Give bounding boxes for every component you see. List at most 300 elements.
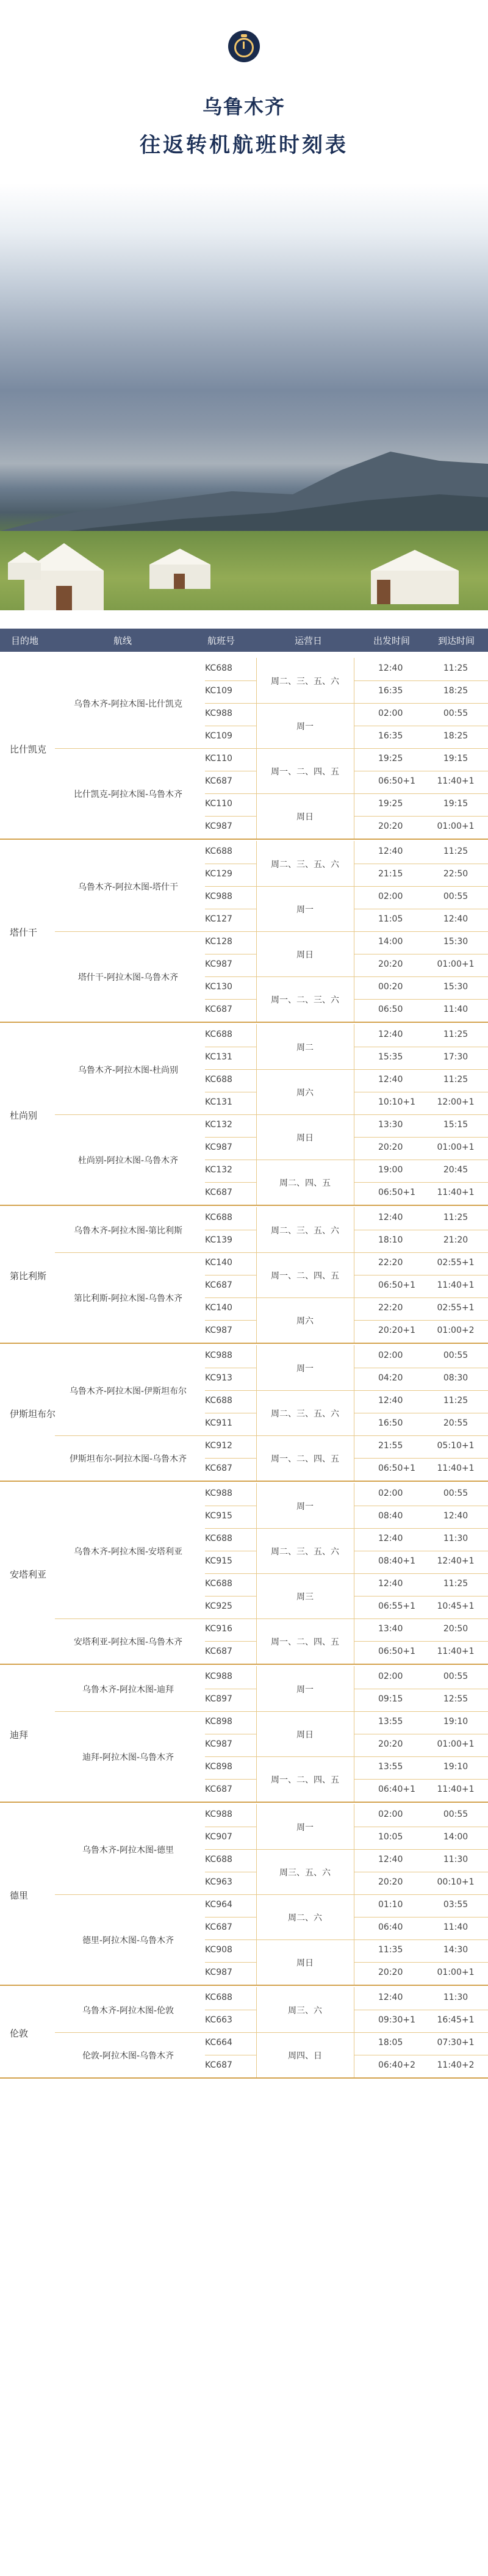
day-divider [256,886,354,887]
flight-number: KC131 [205,1052,232,1062]
clock-logo-icon [228,31,260,62]
arrive-time: 01:00+1 [437,1739,475,1749]
operating-days: 周日 [296,1730,314,1740]
depart-time: 06:50 [378,1005,403,1014]
route-name: 德里-阿拉木图-乌鲁木齐 [82,1936,174,1946]
flight-number: KC688 [205,1855,232,1864]
flight-number: KC916 [205,1624,232,1634]
arrive-time: 18:25 [443,686,468,696]
flight-number: KC129 [205,869,232,879]
arrive-time: 02:55+1 [437,1303,475,1313]
flight-number: KC925 [205,1601,232,1611]
arrive-time: 19:10 [443,1717,468,1726]
row-divider [205,1641,256,1642]
flight-number: KC688 [205,846,232,856]
day-divider [256,793,354,794]
flight-number: KC663 [205,2015,232,2025]
depart-time: 02:00 [378,1488,403,1498]
depart-time: 08:40+1 [378,1556,415,1566]
group-divider [0,1802,488,1803]
arrive-time: 11:40+1 [437,1647,475,1656]
flight-number: KC988 [205,1672,232,1681]
row-divider [205,1297,256,1298]
day-divider [256,1297,354,1298]
operating-days: 周日 [296,812,314,822]
group-divider [0,839,488,840]
destination-name: 第比利斯 [10,1271,47,1282]
operating-days: 周一 [296,1685,314,1695]
depart-time: 06:50+1 [378,1188,415,1197]
row-divider [354,1939,488,1940]
row-divider [205,886,256,887]
flight-number: KC687 [205,1922,232,1932]
depart-time: 12:40 [378,1579,403,1589]
group-divider [0,1985,488,1986]
destination-name: 塔什干 [10,927,38,938]
arrive-time: 00:55 [443,709,468,718]
arrive-time: 11:40+1 [437,1784,475,1794]
arrive-time: 11:25 [443,1579,468,1589]
arrive-time: 00:55 [443,1809,468,1819]
row-divider [354,680,488,681]
row-divider [354,1641,488,1642]
depart-time: 22:20 [378,1258,403,1268]
row-divider [354,703,488,704]
arrive-time: 01:00+2 [437,1326,475,1335]
destination-name: 德里 [10,1890,29,1901]
arrive-time: 11:30 [443,1534,468,1543]
row-divider [205,1458,256,1459]
arrive-time: 01:00+1 [437,1142,475,1152]
operating-days: 周一、二、三、六 [271,995,339,1005]
depart-time: 02:00 [378,1351,403,1360]
arrive-time: 22:50 [443,869,468,879]
flight-number: KC898 [205,1717,232,1726]
arrive-time: 20:55 [443,1418,468,1428]
route-divider [55,748,488,749]
operating-days: 周一、二、四、五 [271,1454,339,1464]
row-divider [354,1297,488,1298]
yurt-icon [6,549,43,580]
arrive-time: 11:40+1 [437,1188,475,1197]
arrive-time: 11:25 [443,1075,468,1084]
route-name: 安塔利亚-阿拉木图-乌鲁木齐 [73,1637,183,1647]
operating-days: 周二、四、五 [279,1178,331,1188]
depart-time: 10:05 [378,1832,403,1842]
flight-number: KC898 [205,1762,232,1772]
arrive-time: 11:40 [443,1922,468,1932]
arrive-time: 10:45+1 [437,1601,475,1611]
flight-number: KC687 [205,1005,232,1014]
depart-time: 16:35 [378,731,403,741]
route-divider [55,1894,488,1895]
arrive-time: 00:55 [443,1488,468,1498]
arrive-time: 15:30 [443,937,468,947]
flight-number: KC963 [205,1877,232,1887]
arrive-time: 14:30 [443,1945,468,1955]
col-destination: 目的地 [11,635,39,646]
route-name: 杜尚别-阿拉木图-乌鲁木齐 [77,1156,179,1166]
arrive-time: 11:25 [443,846,468,856]
day-divider [256,1390,354,1391]
depart-time: 20:20 [378,821,403,831]
column-divider [256,658,257,839]
arrive-time: 12:40 [443,914,468,924]
depart-time: 02:00 [378,1672,403,1681]
operating-days: 周三 [296,1592,314,1602]
row-divider [354,1779,488,1780]
row-divider [205,1917,256,1918]
flight-number: KC110 [205,754,232,763]
route-name: 乌鲁木齐-阿拉木图-伦敦 [82,2006,174,2016]
row-divider [354,1137,488,1138]
flight-number: KC988 [205,1488,232,1498]
route-name: 比什凯克-阿拉木图-乌鲁木齐 [73,790,183,799]
row-divider [205,816,256,817]
row-divider [205,680,256,681]
route-name: 乌鲁木齐-阿拉木图-比什凯克 [73,699,183,709]
flight-number: KC687 [205,1188,232,1197]
group-divider [0,1022,488,1023]
route-name: 乌鲁木齐-阿拉木图-安塔利亚 [73,1547,183,1557]
depart-time: 09:30+1 [378,2015,415,2025]
arrive-time: 02:55+1 [437,1258,475,1268]
operating-days: 周一、二、四、五 [271,1271,339,1281]
group-divider [0,2077,488,2079]
operating-days: 周四、日 [288,2051,322,2061]
depart-time: 12:40 [378,1213,403,1222]
flight-number: KC987 [205,1142,232,1152]
depart-time: 20:20+1 [378,1326,415,1335]
flight-number: KC688 [205,1075,232,1084]
row-divider [205,1320,256,1321]
day-divider [256,976,354,977]
flight-number: KC964 [205,1900,232,1910]
arrive-time: 05:10+1 [437,1441,475,1451]
arrive-time: 19:15 [443,754,468,763]
column-divider [256,1483,257,1664]
arrive-time: 15:30 [443,982,468,992]
arrive-time: 20:45 [443,1165,468,1175]
depart-time: 12:40 [378,1534,403,1543]
day-divider [256,1528,354,1529]
operating-days: 周日 [296,1958,314,1968]
depart-time: 16:35 [378,686,403,696]
row-divider [354,1756,488,1757]
flight-number: KC131 [205,1097,232,1107]
row-divider [205,976,256,977]
operating-days: 周三、五、六 [279,1868,331,1878]
row-divider [205,1573,256,1574]
arrive-time: 19:10 [443,1762,468,1772]
route-name: 伊斯坦布尔-阿拉木图-乌鲁木齐 [69,1454,187,1464]
depart-time: 00:20 [378,982,403,992]
flight-number: KC110 [205,799,232,809]
row-divider [205,1069,256,1070]
flight-number: KC987 [205,1739,232,1749]
depart-time: 12:40 [378,1855,403,1864]
flight-number: KC908 [205,1945,232,1955]
depart-time: 04:20 [378,1373,403,1383]
arrive-time: 11:40+1 [437,776,475,786]
arrive-time: 14:00 [443,1832,468,1842]
row-divider [205,1779,256,1780]
flight-number: KC132 [205,1120,232,1130]
depart-time: 12:40 [378,1075,403,1084]
flight-number: KC987 [205,821,232,831]
depart-time: 12:40 [378,1396,403,1405]
depart-time: 06:40 [378,1922,403,1932]
group-divider [0,1481,488,1482]
column-divider [256,1987,257,2077]
day-divider [256,1849,354,1850]
depart-time: 18:05 [378,2038,403,2047]
depart-time: 21:55 [378,1441,403,1451]
flight-number: KC688 [205,1579,232,1589]
flight-number: KC688 [205,1534,232,1543]
flight-number: KC912 [205,1441,232,1451]
destination-name: 比什凯克 [10,744,47,755]
col-days: 运营日 [295,635,323,646]
route-name: 乌鲁木齐-阿拉木图-迪拜 [82,1685,174,1695]
flight-number: KC109 [205,686,232,696]
route-name: 第比利斯-阿拉木图-乌鲁木齐 [73,1294,183,1304]
arrive-time: 18:25 [443,731,468,741]
operating-days: 周一 [296,722,314,732]
flight-number: KC688 [205,1396,232,1405]
row-divider [354,999,488,1000]
arrive-time: 00:55 [443,1351,468,1360]
col-arrive: 到达时间 [438,635,475,646]
operating-days: 周二、三、五、六 [271,1409,339,1419]
arrive-time: 20:50 [443,1624,468,1634]
arrive-time: 00:10+1 [437,1877,475,1887]
row-divider [354,1390,488,1391]
depart-time: 06:40+1 [378,1784,415,1794]
operating-days: 周日 [296,1133,314,1143]
depart-time: 19:25 [378,799,403,809]
operating-days: 周一 [296,905,314,915]
group-divider [0,1343,488,1344]
row-divider [354,816,488,817]
arrive-time: 19:15 [443,799,468,809]
operating-days: 周一 [296,1502,314,1512]
arrive-time: 08:30 [443,1373,468,1383]
destination-name: 迪拜 [10,1730,29,1741]
depart-time: 06:55+1 [378,1601,415,1611]
depart-time: 13:40 [378,1624,403,1634]
depart-time: 02:00 [378,709,403,718]
flight-number: KC127 [205,914,232,924]
depart-time: 20:20 [378,1877,403,1887]
arrive-time: 21:20 [443,1235,468,1245]
arrive-time: 11:40+2 [437,2060,475,2070]
depart-time: 18:10 [378,1235,403,1245]
arrive-time: 11:30 [443,1993,468,2002]
row-divider [205,1137,256,1138]
destination-name: 安塔利亚 [10,1569,47,1580]
flight-number: KC897 [205,1694,232,1704]
day-divider [256,1069,354,1070]
row-divider [205,1756,256,1757]
row-divider [354,1528,488,1529]
row-divider [354,1320,488,1321]
depart-time: 14:00 [378,937,403,947]
flight-number: KC987 [205,1968,232,1977]
depart-time: 06:50+1 [378,1280,415,1290]
arrive-time: 12:40 [443,1511,468,1521]
flight-number: KC915 [205,1556,232,1566]
flight-number: KC688 [205,1030,232,1039]
arrive-time: 07:30+1 [437,2038,475,2047]
destination-name: 伊斯坦布尔 [10,1409,56,1420]
hero-banner [0,0,488,610]
depart-time: 16:50 [378,1418,403,1428]
arrive-time: 11:40+1 [437,1280,475,1290]
depart-time: 22:20 [378,1303,403,1313]
depart-time: 21:15 [378,869,403,879]
flight-number: KC687 [205,1280,232,1290]
depart-time: 06:40+2 [378,2060,415,2070]
depart-time: 20:20 [378,1142,403,1152]
operating-days: 周一 [296,1364,314,1374]
col-route: 航线 [113,635,132,646]
depart-time: 02:00 [378,1809,403,1819]
flight-number: KC913 [205,1373,232,1383]
column-divider [256,1024,257,1205]
depart-time: 20:20 [378,1968,403,1977]
arrive-time: 12:40+1 [437,1556,475,1566]
row-divider [205,1939,256,1940]
operating-days: 周三、六 [288,2006,322,2016]
operating-days: 周六 [296,1088,314,1098]
flight-number: KC128 [205,937,232,947]
column-divider [256,1345,257,1481]
yurt-icon [366,546,464,604]
depart-time: 12:40 [378,663,403,673]
flight-number: KC988 [205,1351,232,1360]
route-divider [55,1114,488,1115]
flight-number: KC988 [205,709,232,718]
flight-number: KC988 [205,1809,232,1819]
arrive-time: 01:00+1 [437,1968,475,1977]
col-depart: 出发时间 [373,635,411,646]
city-title: 乌鲁木齐 [202,95,285,118]
arrive-time: 11:40+1 [437,1463,475,1473]
row-divider [354,1069,488,1070]
flight-number: KC140 [205,1303,232,1313]
depart-time: 15:35 [378,1052,403,1062]
depart-time: 11:35 [378,1945,403,1955]
flight-number: KC688 [205,663,232,673]
flight-number: KC664 [205,2038,232,2047]
operating-days: 周一 [296,1823,314,1833]
arrive-time: 01:00+1 [437,821,475,831]
depart-time: 02:00 [378,892,403,901]
yurt-icon [146,546,214,589]
route-divider [55,931,488,932]
flight-number: KC687 [205,776,232,786]
group-divider [0,1664,488,1665]
operating-days: 周日 [296,950,314,960]
depart-time: 20:20 [378,1739,403,1749]
operating-days: 周六 [296,1316,314,1326]
row-divider [205,1849,256,1850]
operating-days: 周一、二、四、五 [271,1775,339,1785]
flight-number: KC907 [205,1832,232,1842]
depart-time: 12:40 [378,1030,403,1039]
route-name: 乌鲁木齐-阿拉木图-杜尚别 [77,1066,179,1075]
column-divider [256,1804,257,1985]
row-divider [354,1962,488,1963]
day-divider [256,703,354,704]
flight-number: KC687 [205,1463,232,1473]
flight-number: KC687 [205,1647,232,1656]
route-divider [55,1618,488,1619]
flight-number: KC688 [205,1213,232,1222]
flight-number: KC109 [205,731,232,741]
depart-time: 12:40 [378,846,403,856]
row-divider [205,1182,256,1183]
route-name: 乌鲁木齐-阿拉木图-第比利斯 [73,1226,183,1236]
row-divider [205,999,256,1000]
arrive-time: 12:55 [443,1694,468,1704]
depart-time: 06:50+1 [378,1647,415,1656]
operating-days: 周二、六 [288,1913,322,1923]
arrive-time: 00:55 [443,892,468,901]
route-divider [55,1711,488,1712]
row-divider [205,793,256,794]
flight-number: KC987 [205,1326,232,1335]
depart-time: 11:05 [378,914,403,924]
arrive-time: 15:15 [443,1120,468,1130]
flight-number: KC911 [205,1418,232,1428]
column-divider [256,1666,257,1802]
route-name: 伦敦-阿拉木图-乌鲁木齐 [82,2051,174,2061]
flight-number: KC687 [205,2060,232,2070]
row-divider [354,1573,488,1574]
day-divider [256,1939,354,1940]
row-divider [354,1458,488,1459]
row-divider [205,1390,256,1391]
arrive-time: 03:55 [443,1900,468,1910]
depart-time: 06:50+1 [378,1463,415,1473]
row-divider [205,703,256,704]
route-name: 塔什干-阿拉木图-乌鲁木齐 [77,973,179,983]
operating-days: 周二、三、五、六 [271,860,339,870]
row-divider [354,1182,488,1183]
route-divider [55,1435,488,1436]
depart-time: 19:25 [378,754,403,763]
depart-time: 12:40 [378,1993,403,2002]
depart-time: 10:10+1 [378,1097,415,1107]
depart-time: 01:10 [378,1900,403,1910]
table-header [0,629,488,652]
operating-days: 周一、二、四、五 [271,767,339,777]
column-divider [256,1207,257,1343]
arrive-time: 17:30 [443,1052,468,1062]
row-divider [354,1849,488,1850]
arrive-time: 00:55 [443,1672,468,1681]
operating-days: 周一、二、四、五 [271,1637,339,1647]
col-flight: 航班号 [207,635,235,646]
day-divider [256,1756,354,1757]
depart-time: 06:50+1 [378,776,415,786]
route-name: 乌鲁木齐-阿拉木图-塔什干 [77,882,179,892]
arrive-time: 11:25 [443,663,468,673]
destination-name: 伦敦 [10,2028,29,2039]
flight-number: KC132 [205,1165,232,1175]
